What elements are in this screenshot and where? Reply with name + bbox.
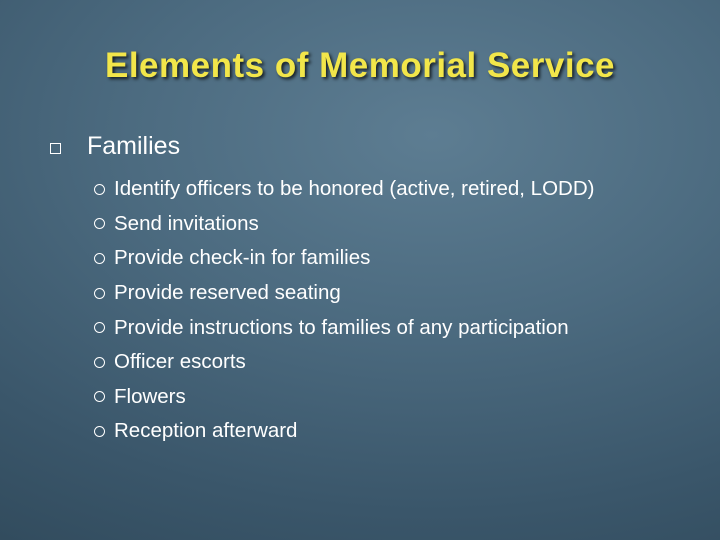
list-item-text: Send invitations xyxy=(114,211,259,235)
list-item-text: Provide check-in for families xyxy=(114,246,371,270)
hollow-circle-icon xyxy=(94,426,105,437)
sub-bullet-list xyxy=(94,172,594,449)
list-item-text: Flowers xyxy=(114,384,186,408)
list-item-text: Identify officers to be honored (active, retired, LODD) xyxy=(114,177,595,201)
list-item xyxy=(94,207,594,242)
list-item xyxy=(94,414,594,449)
hollow-circle-icon xyxy=(94,218,105,229)
hollow-square-icon xyxy=(50,143,61,154)
list-item-text: Provide instructions to families of any participation xyxy=(114,315,569,339)
list-item xyxy=(94,310,594,345)
hollow-circle-icon xyxy=(94,357,105,368)
hollow-circle-icon xyxy=(94,253,105,264)
bullet-families xyxy=(50,132,180,161)
hollow-circle-icon xyxy=(94,391,105,402)
list-item xyxy=(94,172,594,207)
bullet-label: Families xyxy=(87,132,181,160)
hollow-circle-icon xyxy=(94,288,105,299)
slide-title: Elements of Memorial Service xyxy=(104,46,616,85)
list-item xyxy=(94,380,594,415)
list-item-text: Reception afterward xyxy=(114,419,298,443)
list-item-text: Provide reserved seating xyxy=(114,281,341,305)
hollow-circle-icon xyxy=(94,184,105,195)
list-item xyxy=(94,276,594,311)
list-item xyxy=(94,345,594,380)
hollow-circle-icon xyxy=(94,322,105,333)
list-item xyxy=(94,241,594,276)
list-item-text: Officer escorts xyxy=(114,350,246,374)
